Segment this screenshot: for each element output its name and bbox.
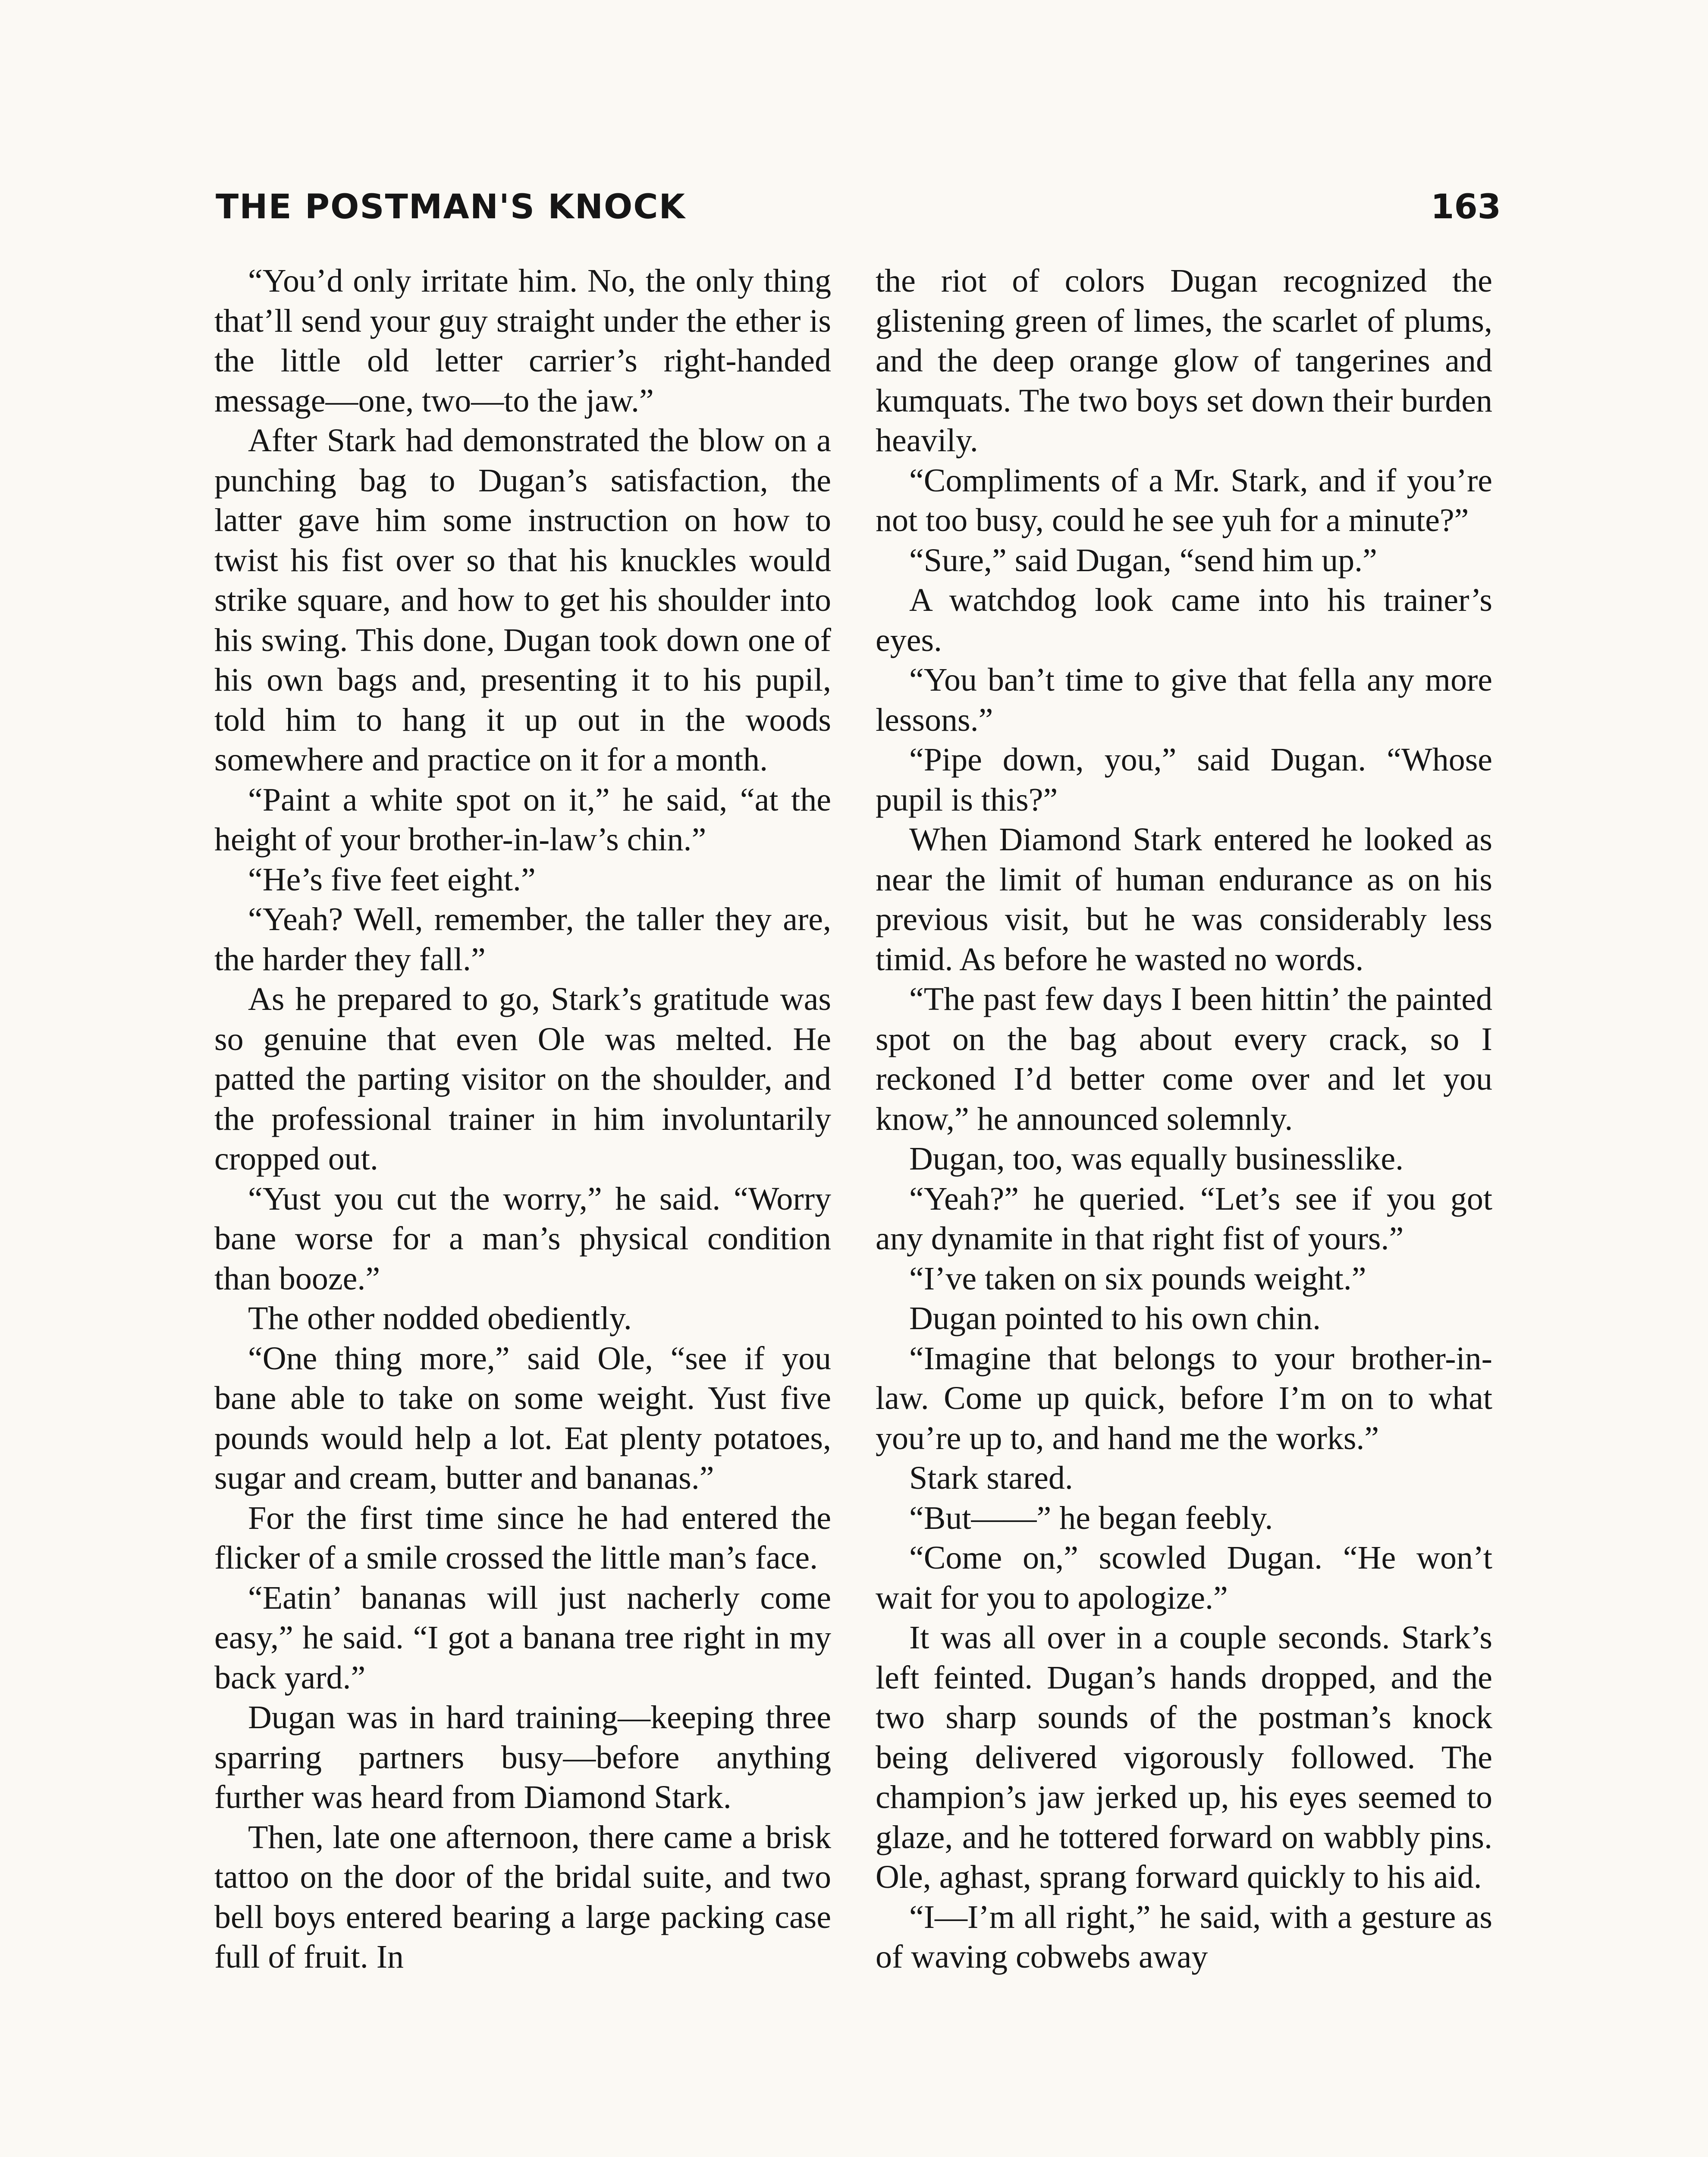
paragraph: Dugan, too, was equally businesslike. — [909, 1141, 1404, 1177]
paragraph: “One thing more,” said Ole, “see if you bane able to take on some weight. Yust five pounds would help a lot. Eat plenty potatoes, sugar and cream, butter and bananas.” — [214, 1340, 831, 1496]
paragraph: “Eatin’ bananas will just nacherly come easy,” he said. “I got a banana tree right in my back yard.” — [214, 1579, 831, 1696]
paragraph: A watchdog look came into his trainer’s eyes. — [876, 582, 1492, 658]
paragraph: After Stark had demonstrated the blow on a punching bag to Dugan’s satisfaction, the latter gave him some instruction on how to twist his fist over so that his knuckles would strike square, and how to get his shoulder into his swing. This done, Dugan took down one of his own bags and, presenting it to his pupil, told him to hang it up out in the woods somewhere and practice on it for a month. — [214, 422, 831, 778]
paragraph: “He’s five feet eight.” — [248, 861, 536, 898]
paragraph: Then, late one afternoon, there came a brisk tattoo on the door of the bridal suite, and two bell boys entered bearing a large packing case full of fruit. In — [214, 1819, 831, 1975]
paragraph: As he prepared to go, Stark’s gratitude was so genuine that even Ole was melted. He patted the parting visitor on the shoulder, and the professional trainer in him involuntarily cropped out. — [214, 981, 831, 1177]
left-text-column — [214, 261, 831, 2157]
paragraph: “You’d only irritate him. No, the only thing that’ll send your guy straight under the ether is the little old letter carrier’s right-handed message—one, two—to the jaw.” — [214, 263, 831, 419]
page-header — [216, 179, 1501, 235]
paragraph: “I’ve taken on six pounds weight.” — [909, 1260, 1366, 1297]
paragraph: “You ban’t time to give that fella any more lessons.” — [876, 662, 1492, 738]
paragraph: When Diamond Stark entered he looked as near the limit of human endurance as on his previous visit, but he was considerably less timid. As before he wasted no words. — [876, 821, 1492, 978]
paragraph: Dugan was in hard training—keeping three sparring partners busy—before anything further was heard from Diamond Stark. — [214, 1699, 831, 1815]
page-number: 163 — [1431, 188, 1501, 226]
paragraph: “I—I’m all right,” he said, with a gesture as of waving cobwebs away — [876, 1899, 1492, 1975]
paragraph: “Sure,” said Dugan, “send him up.” — [909, 542, 1377, 579]
paragraph: “The past few days I been hittin’ the painted spot on the bag about every crack, so I reckoned I’d better come over and let you know,” he announced solemnly. — [876, 981, 1492, 1137]
paragraph: The other nodded obediently. — [248, 1300, 632, 1336]
paragraph: Stark stared. — [909, 1460, 1073, 1496]
paragraph: It was all over in a couple seconds. Stark’s left feinted. Dugan’s hands dropped, and the two sharp sounds of the postman’s knock being delivered vigorously followed. The champion’s jaw jerked up, his eyes seemed to glaze, and he tottered forward on wabbly pins. Ole, aghast, sprang forward quickly to his aid. — [876, 1619, 1492, 1895]
running-title: THE POSTMAN'S KNOCK — [216, 188, 686, 226]
paragraph: For the first time since he had entered the flicker of a smile crossed the little man’s face. — [214, 1500, 831, 1576]
paragraph: “Imagine that belongs to your brother-in-law. Come up quick, before I’m on to what you’re up to, and hand me the works.” — [876, 1340, 1492, 1456]
paragraph: Dugan pointed to his own chin. — [909, 1300, 1321, 1336]
paragraph: “But——” he began feebly. — [909, 1500, 1273, 1536]
paragraph: “Yeah? Well, remember, the taller they are, the harder they fall.” — [214, 901, 831, 978]
paragraph: “Compliments of a Mr. Stark, and if you’re not too busy, could he see yuh for a minute?” — [876, 462, 1492, 538]
paragraph: “Come on,” scowled Dugan. “He won’t wait for you to apologize.” — [876, 1540, 1492, 1616]
paragraph: “Yust you cut the worry,” he said. “Worry bane worse for a man’s physical condition than booze.” — [214, 1180, 831, 1297]
paragraph: “Yeah?” he queried. “Let’s see if you got any dynamite in that right fist of yours.” — [876, 1180, 1492, 1257]
paragraph: the riot of colors Dugan recognized the glistening green of limes, the scarlet of plums, and the deep orange glow of tangerines and kumquats. The two boys set down their burden heavily. — [876, 263, 1492, 459]
paragraph: “Pipe down, you,” said Dugan. “Whose pupil is this?” — [876, 742, 1492, 818]
paragraph: “Paint a white spot on it,” he said, “at the height of your brother-in-law’s chin.” — [214, 781, 831, 858]
right-text-column — [876, 261, 1492, 2157]
